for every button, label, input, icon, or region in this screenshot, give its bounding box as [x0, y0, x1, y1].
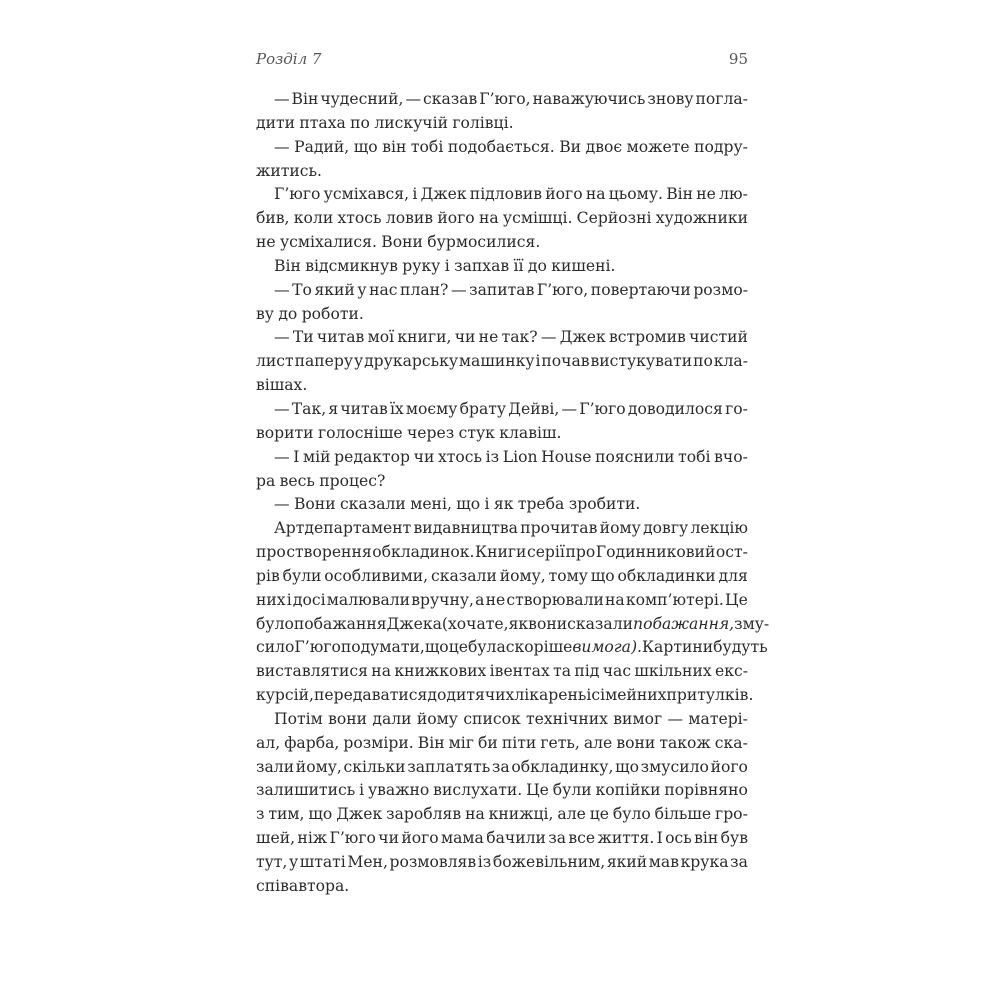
text-line: сило Г’юго подумати, що це була скоріше вимога). Картини будуть: [256, 638, 768, 657]
text-line: шей, ніж Г’юго чи його мама бачили за все життя. І ось він був: [256, 829, 748, 848]
text-line: — Він чудесний, — сказав Г’юго, наважуючись знову погла-: [274, 90, 748, 108]
text-line: — То який у нас план? — запитав Г’юго, повертаючи розмо-: [274, 280, 748, 299]
text-line: рів були особливими, сказали йому, тому що обкладинки для: [256, 566, 748, 585]
text-line: ву до роботи.: [256, 304, 364, 323]
text-line: дити птаха по лискучій голівці.: [256, 113, 514, 132]
text-line: Потім вони дали йому список технічних вимог — матері-: [274, 709, 748, 728]
text-line: — Так, я читав їх моєму брату Дейві, — Г’юго доводилося го-: [274, 399, 748, 418]
text-line: залишитись і уважно вислухати. Це були копійки порівняно: [256, 781, 748, 800]
body-text: [256, 88, 770, 899]
text-line: — І мій редактор чи хтось із Lion House пояснили тобі вчо-: [274, 447, 748, 466]
chapter-title: Розділ 7: [256, 50, 322, 68]
text-line: житись.: [256, 161, 322, 180]
text-line: ра весь процес?: [256, 471, 386, 490]
text-line: співавтора.: [256, 876, 350, 895]
text-line: бив, коли хтось ловив його на усмішці. Серйозні художники: [256, 209, 748, 228]
text-line: було побажання Джека (хоча те, як вони сказали побажання, зму-: [256, 614, 770, 633]
text-line: них і досі малювали вручну, а не створювали на комп’ютері. Це: [256, 590, 748, 609]
running-head: [256, 50, 748, 74]
text-line: — Вони сказали мені, що і як треба зробити.: [274, 495, 641, 514]
text-line: Г’юго усміхався, і Джек підловив його на цьому. Він не лю-: [274, 185, 748, 204]
text-line: не усміхалися. Вони бурмосилися.: [256, 233, 541, 252]
text-line: тут, у штаті Мен, розмовляв із божевільним, який мав крука за: [256, 853, 748, 871]
text-line: Артдепартамент видавництва прочитав йому довгу лекцію: [274, 519, 748, 538]
text-line: виставлятися на книжкових івентах та під час шкільних екс-: [256, 662, 748, 681]
text-line: з тим, що Джек заробляв на книжці, але це було більше гро-: [256, 805, 748, 824]
text-line: курсій, передаватися до дитячих лікарень і сімейних притулків.: [256, 686, 754, 705]
text-line: вішах.: [256, 376, 308, 395]
text-line: зали йому, скільки заплатять за обкладинку, що змусило його: [256, 757, 748, 776]
text-line: лист паперу у друкарську машинку і почав вистукувати по кла-: [256, 352, 748, 371]
page-number: 95: [728, 50, 748, 68]
text-line: ал, фарба, розміри. Він міг би піти геть, але вони також ска-: [256, 733, 748, 752]
text-line: ворити голосніше через стук клавіш.: [256, 423, 562, 442]
text-line: Він відсмикнув руку і запхав її до кишені.: [274, 256, 616, 275]
text-line: — Радий, що він тобі подобається. Ви двоє можете подру-: [274, 137, 748, 156]
text-line: про створення обкладинок. Книги серії про Годинниковий ост-: [256, 543, 748, 562]
text-line: — Ти читав мої книги, чи не так? — Джек встромив чистий: [274, 328, 748, 347]
